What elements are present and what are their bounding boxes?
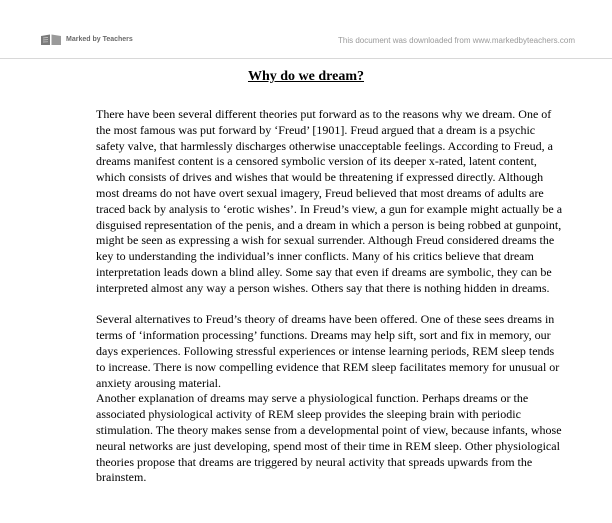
document-body	[96, 107, 566, 486]
paragraph: Several alternatives to Freud’s theory of dreams have been offered. One of these sees dreams in terms of ‘information processing’ functions. Dreams may help sift, sort and fix in memory, our days experiences. Following stressful experiences or intense learning periods, REM sleep tends to increase. There is now compelling evidence that REM sleep facilitates memory for unusual or anxiety arousing material.	[96, 312, 560, 390]
logo-text: Marked by Teachers	[66, 36, 133, 43]
paragraph: There have been several different theories put forward as to the reasons why we dream. One of the most famous was put forward by ‘Freud’ [1901]. Freud argued that a dream is a psychic safety valve, that harmlessly discharges otherwise unacceptable feelings. According to Freud, a dreams manifest content is a censored symbolic version of its deeper x-rated, latent content, which consists of drives and wishes that would be threatening if expressed directly. Although most dreams do not have overt sexual imagery, Freud believed that most dreams of adults are traced back by analysis to ‘erotic wishes’. In Freud’s view, a gun for example might actually be a disguised representation of the penis, and a dream in which a person is being robbed at gunpoint, might be seen as expressing a wish for sexual surrender. Although Freud considered dreams the key to understanding the individual’s inner conflicts. Many of his critics believe that dream interpretation leads down a blind alley. Some say that even if dreams are symbolic, they can be interpreted almost any way a person wishes. Others say that there is nothing hidden in dreams.	[96, 107, 563, 295]
logo	[40, 33, 133, 46]
download-note: This document was downloaded from www.markedbyteachers.com	[338, 36, 575, 45]
marked-by-teachers-logo-icon	[40, 33, 62, 46]
page-header	[0, 0, 612, 59]
paragraph: Another explanation of dreams may serve a physiological function. Perhaps dreams or the associated physiological activity of REM sleep provides the sleeping brain with periodic stimulation. The theory makes sense from a developmental point of view, because infants, whose neural networks are just developing, spend most of their time in REM sleep. Other physiological theories propose that dreams are triggered by neural activity that spreads upwards from the brainstem.	[96, 391, 562, 485]
document-title: Why do we dream?	[247, 69, 365, 84]
